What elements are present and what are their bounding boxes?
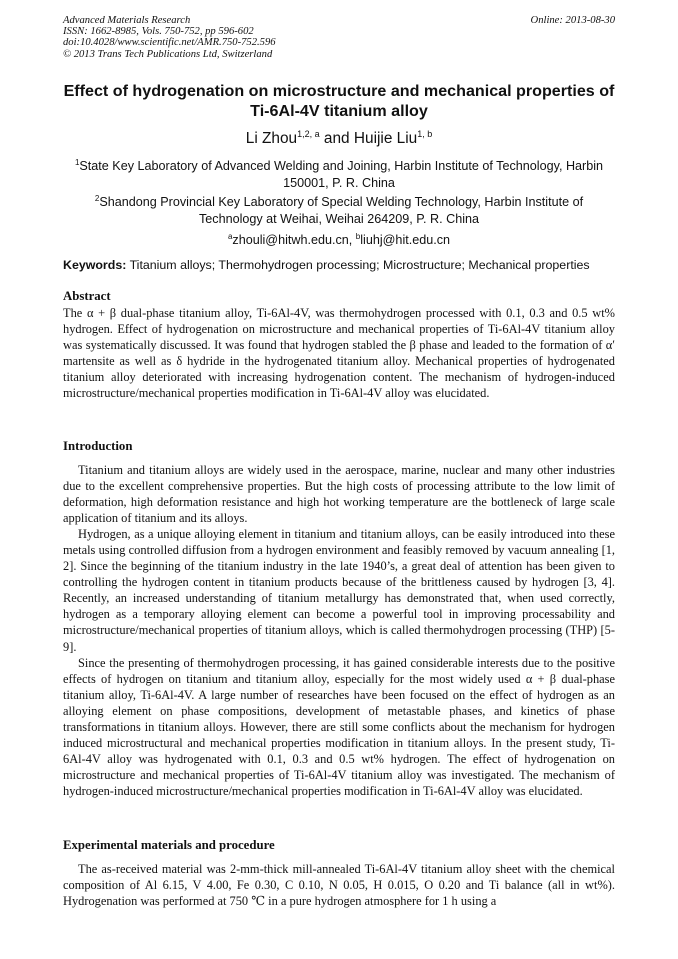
author-and: and [319,130,354,147]
author-2-sup: 1, b [417,129,433,139]
abstract-heading: Abstract [63,289,111,303]
title-line-2: Ti-6Al-4V titanium alloy [250,101,428,120]
author-list [40,129,638,148]
journal-name: Advanced Materials Research [63,15,191,26]
affiliation-1-line-1: State Key Laboratory of Advanced Welding and Joining, Harbin Institute of Technology, Harbin [79,159,604,173]
email-b[interactable]: liuhj@hit.edu.cn [360,233,451,247]
affiliation-2-line-2: Technology at Weihai, Weihai 264209, P. R. China [198,211,480,226]
journal-doi: doi:10.4028/www.scientific.net/AMR.750-752.596 [63,37,276,49]
email-a-sup: a [227,232,233,241]
email-b-sup: b [355,232,361,241]
keywords-text: Titanium alloys; Thermohydrogen processing; Microstructure; Mechanical properties [126,258,590,272]
intro-paragraph-3: Since the presenting of thermohydrogen processing, it has gained considerable interests due to the positive effects of hydrogen on titanium and titanium alloy, especially for the most widely used α + β dual-phase titanium alloy, Ti-6Al-4V. A large number of researches have been focused on the effect of hydrogen as an alloying element on phase compositions, development of metastable phases, and kinetics of phase transformations in titanium alloys. However, there are still some conflicts about the mechanism for hydrogen induced microstructural and mechanical properties modification in titanium alloys. In the present study, Ti-6Al-4V alloy was hydrogenated with 0.1, 0.3 and 0.5 wt% hydrogen. The effect of hydrogenation on microstructure and mechanical properties of Ti-6Al-4V titanium alloy was investigated. The mechanism of hydrogen-induced microstructure/mechanical properties modification in Ti-6Al-4V alloy was elucidated. [63,655,615,798]
journal-info [63,15,276,60]
author-2-name: Huijie Liu [353,130,418,147]
email-a[interactable]: zhouli@hitwh.edu.cn [232,233,349,247]
intro-paragraph-2: Hydrogen, as a unique alloying element in titanium and titanium alloys, can be easily introduced into these metals using controlled diffusion from a hydrogen environment and feasibly removed by vacuum annealing [1, 2]. Since the beginning of the titanium industry in the late 1940’s, a great deal of attention has been given to controlling the hydrogen content in titanium products because of the brittleness caused by hydrogen [3, 4]. Recently, an increased understanding of titanium metallurgy has demonstrated that, when used correctly, hydrogen as a temporary alloying element can become a powerful tool in improving processability and microstructure/mechanical properties of titanium alloys, which is called thermohydrogen processing (THP) [5-9]. [63,527,615,654]
affiliation-2 [60,191,618,227]
paper-title [40,82,638,121]
affiliation-1-line-2: 150001, P. R. China [283,175,395,190]
title-line-1: Effect of hydrogenation on microstructure and mechanical properties of [63,82,615,100]
journal-issn: ISSN: 1662-8985, Vols. 750-752, pp 596-602 [63,26,254,38]
affiliation-1-sup: 1 [74,158,80,167]
email-separator: , [348,233,356,247]
journal-copyright: © 2013 Trans Tech Publications Ltd, Switzerland [63,48,273,60]
author-1-name: Li Zhou [245,130,298,147]
introduction-text [63,462,615,799]
introduction-heading: Introduction [63,439,133,453]
abstract-paragraph: The α + β dual-phase titanium alloy, Ti-6Al-4V, was thermohydrogen processed with 0.1, 0.3 and 0.5 wt% hydrogen. Effect of hydrogenation on microstructure and mechanical properties of Ti-6Al-4V titanium alloy was systematically discussed. It was found that hydrogen stabled the β phase and leaded to the formation of α′ martensite as well as δ hydride in the hydrogenated titanium alloy. Mechanical properties of hydrogenated titanium alloy deteriorated with increasing hydrogenation content. The mechanism of hydrogen-induced microstructure/mechanical properties modification in Ti-6Al-4V alloy was elucidated. [63,306,615,401]
keywords-label: Keywords: [63,258,127,272]
experimental-paragraph-1: The as-received material was 2-mm-thick mill-annealed Ti-6Al-4V titanium alloy sheet with the chemical composition of Al 6.15, V 4.00, Fe 0.30, C 0.10, N 0.05, H 0.015, O 0.20 and Ti balance (all in wt%). Hydrogenation was performed at 750 ℃ in a pure hydrogen atmosphere for 1 h using a [63,862,615,909]
experimental-heading: Experimental materials and procedure [63,838,275,852]
affiliation-2-sup: 2 [94,194,100,203]
email-line [60,229,618,249]
online-date: Online: 2013-08-30 [530,15,615,26]
abstract-text [63,305,615,401]
experimental-text [63,861,615,909]
author-1-sup: 1,2, a [297,129,320,139]
affiliation-2-line-1: Shandong Provincial Key Laboratory of Special Welding Technology, Harbin Institute of [99,195,584,209]
keywords [63,258,623,272]
affiliation-1 [60,155,618,191]
intro-paragraph-1: Titanium and titanium alloys are widely used in the aerospace, marine, nuclear and many other industries due to the excellent comprehensive properties. But the high costs of processing attribute to the low limit of deformation, high deformation resistance and high hot working temperature are the bottleneck of large scale application of titanium and its alloys. [63,463,615,526]
